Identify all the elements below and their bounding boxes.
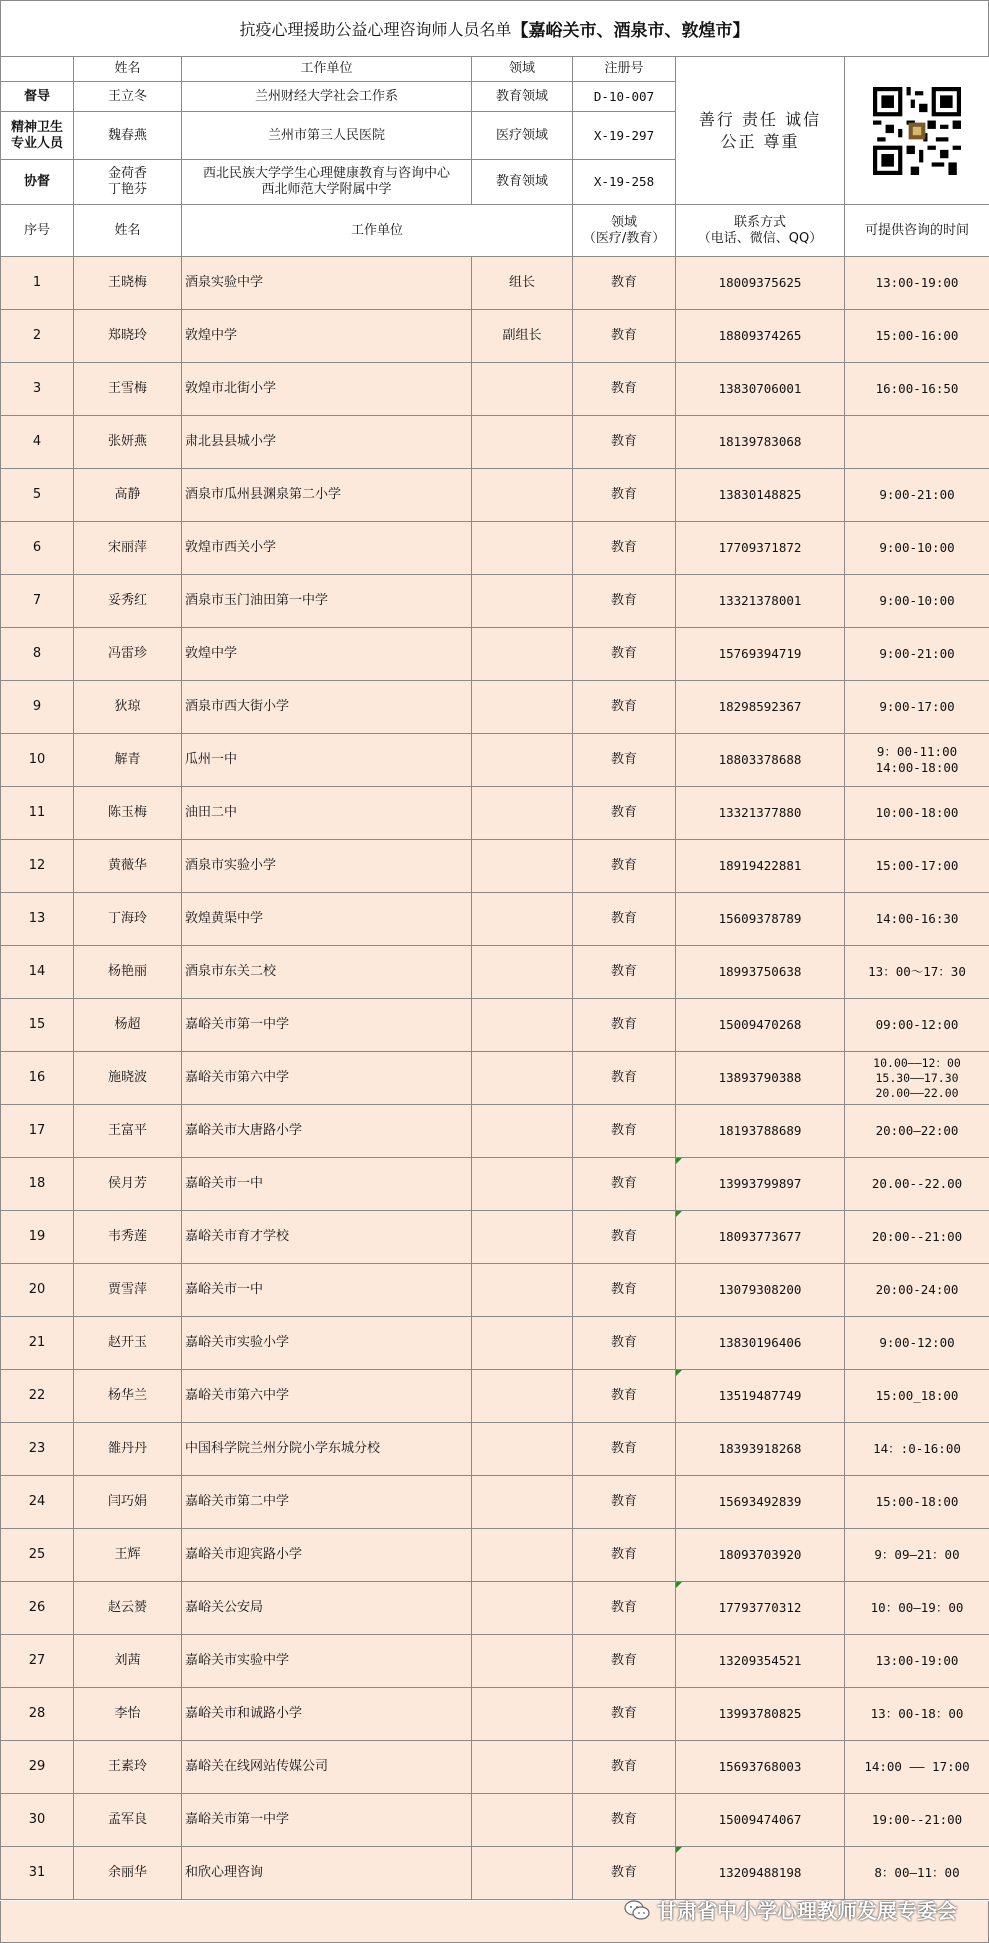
table-row: [1, 1052, 989, 1105]
row-contact: 15769394719: [676, 628, 845, 681]
row-role: [472, 1211, 573, 1264]
table-row: [1, 628, 989, 681]
row-contact: 18139783068: [676, 416, 845, 469]
row-name: 王素玲: [74, 1741, 182, 1794]
row-no: 18: [1, 1158, 74, 1211]
row-contact: 18993750638: [676, 946, 845, 999]
row-contact: 18009375625: [676, 257, 845, 310]
row-contact: 18393918268: [676, 1423, 845, 1476]
table-row: [1, 310, 989, 363]
table-row: [1, 1105, 989, 1158]
row-no: 5: [1, 469, 74, 522]
row-no: 1: [1, 257, 74, 310]
row-field: 教育: [573, 310, 676, 363]
row-name: 闫巧娟: [74, 1476, 182, 1529]
cell-comment-marker: [676, 1582, 682, 1588]
title-main: 抗疫心理援助公益心理咨询师人员名单: [239, 20, 512, 39]
row-no: 11: [1, 787, 74, 840]
row-role: [472, 893, 573, 946]
row-time: 8：00—11：00: [845, 1847, 989, 1900]
table-row: [1, 999, 989, 1052]
row-no: 8: [1, 628, 74, 681]
table-row: [1, 363, 989, 416]
row-unit: 油田二中: [182, 787, 472, 840]
roster-body: [1, 257, 989, 1900]
row-no: 13: [1, 893, 74, 946]
role-mental-health: 精神卫生 专业人员: [1, 112, 74, 160]
row-no: 6: [1, 522, 74, 575]
row-role: [472, 1264, 573, 1317]
row-unit: 瓜州一中: [182, 734, 472, 787]
row-contact: 15693768003: [676, 1741, 845, 1794]
table-row: [1, 734, 989, 787]
row-field: 教育: [573, 1264, 676, 1317]
row-unit: 敦煌中学: [182, 310, 472, 363]
row-unit: 肃北县县城小学: [182, 416, 472, 469]
row-field: 教育: [573, 628, 676, 681]
row-contact: 17793770312: [676, 1582, 845, 1635]
row-field: 教育: [573, 734, 676, 787]
row-time: 20:00—22:00: [845, 1105, 989, 1158]
table-row: [1, 946, 989, 999]
row-no: 27: [1, 1635, 74, 1688]
row-time: 20:00--21:00: [845, 1211, 989, 1264]
row-contact: 18093773677: [676, 1211, 845, 1264]
table-row: [1, 787, 989, 840]
row-field: 教育: [573, 999, 676, 1052]
col-name: 姓名: [74, 205, 182, 257]
row-no: 2: [1, 310, 74, 363]
row-name: 丁海玲: [74, 893, 182, 946]
row-no: 23: [1, 1423, 74, 1476]
row-role: [472, 1052, 573, 1105]
row-name: 郑晓玲: [74, 310, 182, 363]
title-region: 【嘉峪关市、酒泉市、敦煌市】: [511, 21, 750, 41]
table-row: [1, 1423, 989, 1476]
row-no: 28: [1, 1688, 74, 1741]
row-role: [472, 1370, 573, 1423]
row-unit: 和欣心理咨询: [182, 1847, 472, 1900]
role-supervisor: 督导: [1, 82, 74, 112]
row-field: 教育: [573, 1794, 676, 1847]
row-time: 9:00-17:00: [845, 681, 989, 734]
row-role: [472, 363, 573, 416]
row-name: 王晓梅: [74, 257, 182, 310]
row-field: 教育: [573, 787, 676, 840]
row-unit: 酒泉实验中学: [182, 257, 472, 310]
row-unit: 嘉峪关公安局: [182, 1582, 472, 1635]
row-time: 20.00--22.00: [845, 1158, 989, 1211]
row-name: 杨艳丽: [74, 946, 182, 999]
row-no: 29: [1, 1741, 74, 1794]
row-role: [472, 1741, 573, 1794]
roster-table: [0, 204, 989, 1900]
row-no: 10: [1, 734, 74, 787]
row-name: 妥秀红: [74, 575, 182, 628]
row-unit: 嘉峪关市迎宾路小学: [182, 1529, 472, 1582]
cell-comment-marker: [676, 1370, 682, 1376]
row-contact: 17709371872: [676, 522, 845, 575]
row-contact: 18809374265: [676, 310, 845, 363]
row-unit: 嘉峪关市大唐路小学: [182, 1105, 472, 1158]
row-contact: 13321377880: [676, 787, 845, 840]
row-name: 冯雷珍: [74, 628, 182, 681]
table-row: [1, 522, 989, 575]
row-time: [845, 416, 989, 469]
row-role: [472, 575, 573, 628]
row-role: [472, 522, 573, 575]
row-field: 教育: [573, 681, 676, 734]
row-no: 12: [1, 840, 74, 893]
row-unit: 酒泉市实验小学: [182, 840, 472, 893]
table-row: [1, 1847, 989, 1900]
table-row: [1, 681, 989, 734]
row-unit: 嘉峪关市第一中学: [182, 1794, 472, 1847]
row-role: [472, 1423, 573, 1476]
row-field: 教育: [573, 840, 676, 893]
row-field: 教育: [573, 1476, 676, 1529]
row-contact: 13893790388: [676, 1052, 845, 1105]
row-contact: 13993780825: [676, 1688, 845, 1741]
row-role: [472, 1794, 573, 1847]
row-time: 15:00_18:00: [845, 1370, 989, 1423]
table-row: [1, 1794, 989, 1847]
row-contact: 18193788689: [676, 1105, 845, 1158]
row-role: [472, 469, 573, 522]
row-contact: 18919422881: [676, 840, 845, 893]
row-time: 19:00--21:00: [845, 1794, 989, 1847]
row-field: 教育: [573, 522, 676, 575]
row-field: 教育: [573, 257, 676, 310]
row-time: 13:00-19:00: [845, 1635, 989, 1688]
row-field: 教育: [573, 1741, 676, 1794]
row-no: 22: [1, 1370, 74, 1423]
row-role: [472, 1476, 573, 1529]
row-name: 张妍燕: [74, 416, 182, 469]
row-role: [472, 1158, 573, 1211]
row-time: 14：:0-16:00: [845, 1423, 989, 1476]
row-time: 16:00-16:50: [845, 363, 989, 416]
col-field: 领域 （医疗/教育）: [573, 205, 676, 257]
row-field: 教育: [573, 1423, 676, 1476]
row-contact: 18298592367: [676, 681, 845, 734]
row-contact: 13321378001: [676, 575, 845, 628]
row-name: 杨华兰: [74, 1370, 182, 1423]
row-no: 20: [1, 1264, 74, 1317]
row-time: 9:00-10:00: [845, 522, 989, 575]
row-name: 高静: [74, 469, 182, 522]
row-field: 教育: [573, 1158, 676, 1211]
row-unit: 酒泉市西大街小学: [182, 681, 472, 734]
row-field: 教育: [573, 1847, 676, 1900]
row-time: 9：00-11:00 14:00-18:00: [845, 734, 989, 787]
row-contact: 13830196406: [676, 1317, 845, 1370]
role-co-supervisor: 协督: [1, 160, 74, 205]
table-row: [1, 1741, 989, 1794]
cell-comment-marker: [676, 1847, 682, 1853]
row-time: 13:00-19:00: [845, 257, 989, 310]
row-no: 4: [1, 416, 74, 469]
row-role: [472, 1105, 573, 1158]
row-contact: 13079308200: [676, 1264, 845, 1317]
row-field: 教育: [573, 469, 676, 522]
row-name: 黄薇华: [74, 840, 182, 893]
row-no: 30: [1, 1794, 74, 1847]
row-time: 20:00-24:00: [845, 1264, 989, 1317]
row-name: 贾雪萍: [74, 1264, 182, 1317]
table-row: [1, 469, 989, 522]
row-unit: 嘉峪关市第一中学: [182, 999, 472, 1052]
row-unit: 敦煌黄渠中学: [182, 893, 472, 946]
header-unit-label: 工作单位: [182, 57, 472, 82]
row-role: [472, 787, 573, 840]
row-time: 14:00-16:30: [845, 893, 989, 946]
row-no: 16: [1, 1052, 74, 1105]
row-role: [472, 1688, 573, 1741]
row-name: 陈玉梅: [74, 787, 182, 840]
row-unit: 中国科学院兰州分院小学东城分校: [182, 1423, 472, 1476]
row-role: [472, 999, 573, 1052]
row-field: 教育: [573, 1688, 676, 1741]
table-row: [1, 1264, 989, 1317]
row-field: 教育: [573, 1582, 676, 1635]
row-role: [472, 840, 573, 893]
row-contact: 13519487749: [676, 1370, 845, 1423]
row-no: 31: [1, 1847, 74, 1900]
row-unit: 敦煌中学: [182, 628, 472, 681]
row-time: 15:00-18:00: [845, 1476, 989, 1529]
row-name: 赵云赟: [74, 1582, 182, 1635]
row-contact: 15693492839: [676, 1476, 845, 1529]
row-field: 教育: [573, 1211, 676, 1264]
motto: 善行 责任 诚信 公正 尊重: [676, 57, 845, 205]
cell-comment-marker: [676, 1158, 682, 1164]
row-field: 教育: [573, 1052, 676, 1105]
qr-code: [845, 57, 989, 205]
row-field: 教育: [573, 1317, 676, 1370]
watermark: 甘肃省中小学心理教师发展专委会: [623, 1895, 957, 1924]
table-row: [1, 1211, 989, 1264]
wechat-icon: [623, 1899, 651, 1921]
table-row: [1, 1317, 989, 1370]
row-name: 王雪梅: [74, 363, 182, 416]
row-no: 19: [1, 1211, 74, 1264]
row-unit: 嘉峪关市实验小学: [182, 1317, 472, 1370]
row-name: 赵开玉: [74, 1317, 182, 1370]
row-no: 7: [1, 575, 74, 628]
supervisor-table: 姓名 工作单位 领域 注册号 善行 责任 诚信 公正 尊重 督导 王立冬 兰州财经大学社会工作系 教育领域 D-10-007 精神卫生 专业人员 魏春燕 兰州市第三人民医院 医疗领域 X-19-297 协督 金荷香 丁艳芬 西北民族大学学生心理健康教育与咨询中心 西北师范大学附属中学 教育领域 X-19-258: [0, 56, 989, 205]
row-name: 刘茜: [74, 1635, 182, 1688]
row-time: 15:00-17:00: [845, 840, 989, 893]
row-unit: 嘉峪关市第六中学: [182, 1052, 472, 1105]
row-field: 教育: [573, 1105, 676, 1158]
row-unit: 嘉峪关在线网站传媒公司: [182, 1741, 472, 1794]
row-no: 24: [1, 1476, 74, 1529]
row-contact: 13993799897: [676, 1158, 845, 1211]
row-time: 10：00—19：00: [845, 1582, 989, 1635]
row-role: [472, 1847, 573, 1900]
row-time: 9:00-21:00: [845, 469, 989, 522]
row-time: 10.00——12：00 15.30——17.30 20.00——22.00: [845, 1052, 989, 1105]
row-time: 9:00-10:00: [845, 575, 989, 628]
row-role: [472, 628, 573, 681]
row-unit: 嘉峪关市第二中学: [182, 1476, 472, 1529]
col-time: 可提供咨询的时间: [845, 205, 989, 257]
row-name: 杨超: [74, 999, 182, 1052]
header-name-label: 姓名: [74, 57, 182, 82]
row-time: 13：00～17：30: [845, 946, 989, 999]
table-row: [1, 1529, 989, 1582]
row-field: 教育: [573, 1370, 676, 1423]
qr-code-icon: [873, 87, 961, 175]
table-row: [1, 1688, 989, 1741]
row-name: 宋丽萍: [74, 522, 182, 575]
row-contact: 13830148825: [676, 469, 845, 522]
row-contact: 13830706001: [676, 363, 845, 416]
col-unit: 工作单位: [182, 205, 573, 257]
row-contact: 13209488198: [676, 1847, 845, 1900]
row-unit: 敦煌市西关小学: [182, 522, 472, 575]
table-row: [1, 1158, 989, 1211]
row-time: 10:00-18:00: [845, 787, 989, 840]
row-name: 韦秀莲: [74, 1211, 182, 1264]
row-field: 教育: [573, 1635, 676, 1688]
row-contact: 15009474067: [676, 1794, 845, 1847]
col-contact: 联系方式 （电话、微信、QQ）: [676, 205, 845, 257]
row-no: 15: [1, 999, 74, 1052]
table-row: [1, 416, 989, 469]
row-time: 13：00-18：00: [845, 1688, 989, 1741]
page-title: [0, 0, 989, 56]
table-row: [1, 257, 989, 310]
row-name: 狄琼: [74, 681, 182, 734]
row-role: [472, 1317, 573, 1370]
row-field: 教育: [573, 946, 676, 999]
table-row: [1, 575, 989, 628]
row-name: 解青: [74, 734, 182, 787]
col-no: 序号: [1, 205, 74, 257]
row-unit: 嘉峪关市实验中学: [182, 1635, 472, 1688]
row-no: 26: [1, 1582, 74, 1635]
row-role: [472, 681, 573, 734]
row-name: 侯月芳: [74, 1158, 182, 1211]
row-unit: 敦煌市北街小学: [182, 363, 472, 416]
row-unit: 嘉峪关市第六中学: [182, 1370, 472, 1423]
row-name: 施晓波: [74, 1052, 182, 1105]
row-role: [472, 1582, 573, 1635]
row-name: 余丽华: [74, 1847, 182, 1900]
row-role: [472, 946, 573, 999]
row-role: [472, 1635, 573, 1688]
row-name: 李怡: [74, 1688, 182, 1741]
table-row: [1, 1370, 989, 1423]
row-name: 王辉: [74, 1529, 182, 1582]
row-no: 25: [1, 1529, 74, 1582]
row-no: 9: [1, 681, 74, 734]
row-field: 教育: [573, 893, 676, 946]
row-unit: 嘉峪关市和诚路小学: [182, 1688, 472, 1741]
table-row: [1, 893, 989, 946]
row-field: 教育: [573, 575, 676, 628]
row-contact: 18803378688: [676, 734, 845, 787]
row-unit: 嘉峪关市一中: [182, 1158, 472, 1211]
header-reg-label: 注册号: [573, 57, 676, 82]
row-unit: 酒泉市瓜州县渊泉第二小学: [182, 469, 472, 522]
row-time: 9:00-21:00: [845, 628, 989, 681]
cell-comment-marker: [676, 1211, 682, 1217]
row-unit: 嘉峪关市育才学校: [182, 1211, 472, 1264]
row-contact: 15009470268: [676, 999, 845, 1052]
row-unit: 酒泉市玉门油田第一中学: [182, 575, 472, 628]
row-role: 副组长: [472, 310, 573, 363]
row-time: 09:00-12:00: [845, 999, 989, 1052]
table-row: [1, 1476, 989, 1529]
row-role: [472, 734, 573, 787]
row-no: 14: [1, 946, 74, 999]
row-role: 组长: [472, 257, 573, 310]
row-field: 教育: [573, 363, 676, 416]
row-contact: 18093703920: [676, 1529, 845, 1582]
table-row: [1, 840, 989, 893]
row-time: 15:00-16:00: [845, 310, 989, 363]
row-field: 教育: [573, 416, 676, 469]
row-unit: 酒泉市东关二校: [182, 946, 472, 999]
row-time: 9:00-12:00: [845, 1317, 989, 1370]
row-time: 14:00 —— 17:00: [845, 1741, 989, 1794]
row-role: [472, 1529, 573, 1582]
row-name: 孟军良: [74, 1794, 182, 1847]
row-time: 9：09—21：00: [845, 1529, 989, 1582]
table-row: [1, 1635, 989, 1688]
row-no: 3: [1, 363, 74, 416]
row-contact: 15609378789: [676, 893, 845, 946]
row-field: 教育: [573, 1529, 676, 1582]
row-no: 21: [1, 1317, 74, 1370]
header-field-label: 领域: [472, 57, 573, 82]
row-unit: 嘉峪关市一中: [182, 1264, 472, 1317]
row-name: 王富平: [74, 1105, 182, 1158]
row-name: 雒丹丹: [74, 1423, 182, 1476]
table-row: [1, 1582, 989, 1635]
row-contact: 13209354521: [676, 1635, 845, 1688]
row-no: 17: [1, 1105, 74, 1158]
row-role: [472, 416, 573, 469]
